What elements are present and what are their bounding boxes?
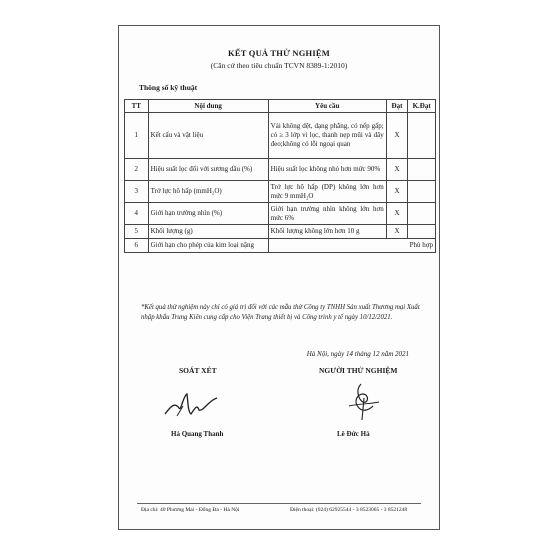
section-heading: Thông số kỹ thuật [139,83,198,92]
table-row [125,113,436,159]
cell-tt: 5 [125,225,149,239]
cell-kdat [408,159,436,181]
cell-dat: X [386,203,408,225]
cell-yeucau: Hiệu suất lọc không nhỏ hơn mức 90% [268,159,386,181]
cell-kdat [408,225,436,239]
cell-kdat [408,113,436,159]
cell-tt: 4 [125,203,149,225]
table-header-row [125,100,436,113]
reviewer-title: SOÁT XÉT [179,366,217,375]
cell-noidung: Trở lực hô hấp (mmH₂O) [148,181,268,203]
cell-kdat [408,181,436,203]
reviewer-signature [161,386,221,422]
footer-address: Địa chỉ: 40 Phương Mai - Đống Đa - Hà Nội [141,507,240,513]
cell-tt: 1 [125,113,149,159]
col-header-tt: TT [125,100,149,113]
cell-noidung: Khối lượng (g) [148,225,268,239]
tester-title: NGƯỜI THỬ NGHIỆM [319,366,398,375]
cell-noidung: Kết cấu và vật liệu [148,113,268,159]
cell-noidung: Giới hạn trường nhìn (%) [148,203,268,225]
cell-kdat [408,203,436,225]
table-row [125,225,436,239]
document-page [118,25,440,530]
tester-signature [339,380,389,424]
date-line: Hà Nội, ngày 14 tháng 12 năm 2021 [306,350,409,358]
tester-name: Lê Đức Hà [337,430,370,438]
disclaimer-note: *Kết quả thử nghiệm này chỉ có giá trị đối với các mẫu thử Công ty TNHH Sản xuất Thương mại Xuất nhập khẩu Trung Kiên cung cấp cho Viện Trang thiết bị và Công trình y tế ngày 10/12/2021. [141,304,420,321]
cell-dat: X [386,181,408,203]
col-header-noidung: Nội dung [148,100,268,113]
cell-dat: X [386,225,408,239]
table-row [125,239,436,253]
reviewer-name: Hà Quang Thanh [171,430,224,438]
cell-yeucau: Giới hạn trường nhìn không lớn hơn mức 6% [268,203,386,225]
cell-noidung: Giới hạn cho phép của kim loại nặng [148,239,268,253]
cell-tt: 2 [125,159,149,181]
cell-yeucau: Khối lượng không lớn hơn 10 g [268,225,386,239]
document-title: KẾT QUẢ THỬ NGHIỆM [228,48,330,58]
footer-phone: Điện thoại: (024) 62925544 - 3 8523065 - 3 8521248 [290,507,408,513]
table-row [125,203,436,225]
table-row [125,181,436,203]
cell-yeucau: Trở lực hô hấp (DP) không lớn hơn mức 9 mmH₂O [268,181,386,203]
cell-dat: X [386,113,408,159]
col-header-dat: Đạt [386,100,408,113]
results-table [124,99,436,253]
col-header-yeucau: Yêu cầu [268,100,386,113]
cell-tt: 3 [125,181,149,203]
cell-tt: 6 [125,239,149,253]
document-subtitle: (Căn cứ theo tiêu chuẩn TCVN 8389-1:2010) [210,61,348,70]
cell-yeucau: Vải không dệt, dạng phẳng, có nếp gấp; có ≥ 3 lớp vi lọc, thanh nẹp mũi và dây đeo;không có lỗi ngoại quan [268,113,386,159]
footer-divider [137,503,421,504]
cell-noidung: Hiệu suất lọc đối với sương dầu (%) [148,159,268,181]
table-row [125,159,436,181]
cell-dat: X [386,159,408,181]
col-header-kdat: K.Đạt [408,100,436,113]
cell-merged-result: Phù hợp [268,239,435,253]
